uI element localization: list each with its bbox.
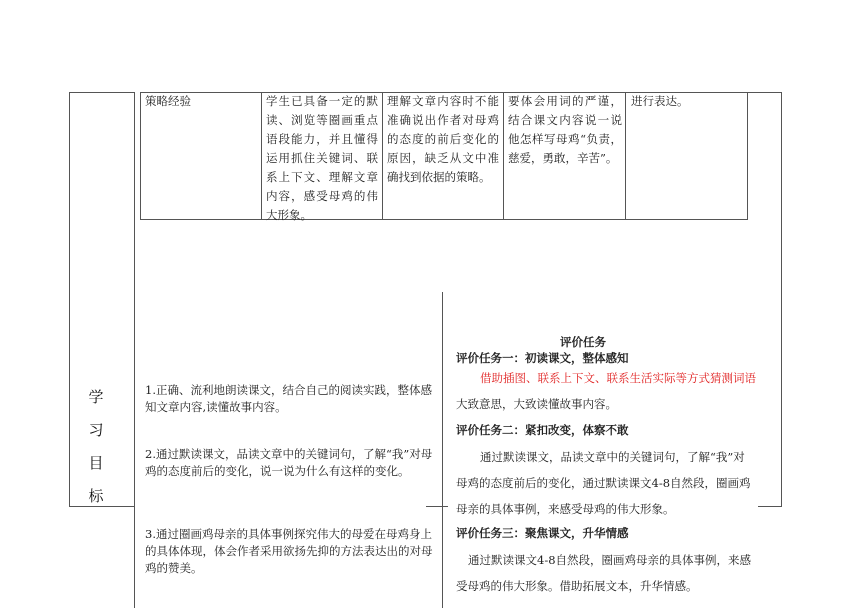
table-cell-existing-ability: 学生已具备一定的默读、浏览等圈画重点语段能力，并且懂得运用抓住关键词、联系上下文、理解文章内容，感受母鸡的伟大形象。 [266, 94, 378, 222]
objective-3: 3.通过圈画鸡母亲的具体事例探究伟大的母爱在母鸡身上的具体体现，体会作者采用欲扬先抑的方法表达出的对母鸡的赞美。 [145, 527, 433, 575]
side-label-char: 习 [88, 421, 104, 439]
evaluation-title: 评价任务 [560, 335, 606, 349]
table-col-line-0 [140, 92, 141, 220]
table-col-line-5 [747, 92, 748, 220]
frame-top-left [69, 92, 135, 93]
evaluation-task-1-heading: 评价任务一：初读课文，整体感知 [456, 351, 629, 365]
frame-bottom-right [758, 506, 782, 507]
table-cell-requirement: 要体会用词的严谨，结合课文内容说一说他怎样写母鸡“负责，慈爱，勇敢，辛苦”。 [508, 94, 622, 165]
objective-2: 2.通过默读课文，品读文章中的关键词句，了解“我”对母鸡的态度前后的变化，说一说为什么有这样的变化。 [145, 447, 433, 478]
objective-1: 1.正确、流利地朗读课文，结合自己的阅读实践，整体感知文章内容,读懂故事内容。 [145, 383, 432, 414]
table-cell-expression: 进行表达。 [631, 94, 689, 108]
side-label-char: 学 [88, 388, 104, 406]
table-cell-difficulty: 理解文章内容时不能准确说出作者对母鸡的态度的前后变化的原因，缺乏从文中准确找到依据的策略。 [387, 94, 499, 184]
evaluation-task-1-highlight: 借助插图、联系上下文、联系生活实际等方式猜测词语 [480, 371, 756, 385]
frame-bottom-mid [426, 506, 448, 507]
evaluation-task-1-body [456, 365, 756, 417]
objectives-evaluation-divider [442, 292, 443, 608]
frame-right [781, 92, 782, 507]
table-col-line-2 [382, 92, 383, 220]
frame-top-right [748, 92, 782, 93]
side-label-char: 标 [88, 487, 104, 505]
table-col-line-1 [261, 92, 262, 220]
evaluation-task-2-body: 通过默读课文，品读文章中的关键词句，了解“我”对母鸡的态度前后的变化，通过默读课文4-8自然段，圈画鸡母亲的具体事例，来感受母鸡的伟大形象。 [456, 450, 751, 516]
evaluation-task-2-heading: 评价任务二：紧扣改变，体察不敢 [456, 423, 629, 437]
evaluation-task-3-body: 通过默读课文4-8自然段，圈画鸡母亲的具体事例，来感受母鸡的伟大形象。借助拓展文本，升华情感。 [456, 553, 752, 593]
table-bottom [140, 219, 748, 220]
table-col-line-4 [625, 92, 626, 220]
frame-left [69, 92, 70, 507]
table-col-line-3 [503, 92, 504, 220]
table-cell-strategy: 策略经验 [145, 94, 191, 108]
evaluation-task-3-heading: 评价任务三：聚焦课文，升华情感 [456, 526, 629, 540]
side-label-char: 目 [88, 454, 104, 472]
label-column-divider [134, 92, 135, 608]
evaluation-task-1-text: 大致意思，大致读懂故事内容。 [456, 397, 617, 411]
